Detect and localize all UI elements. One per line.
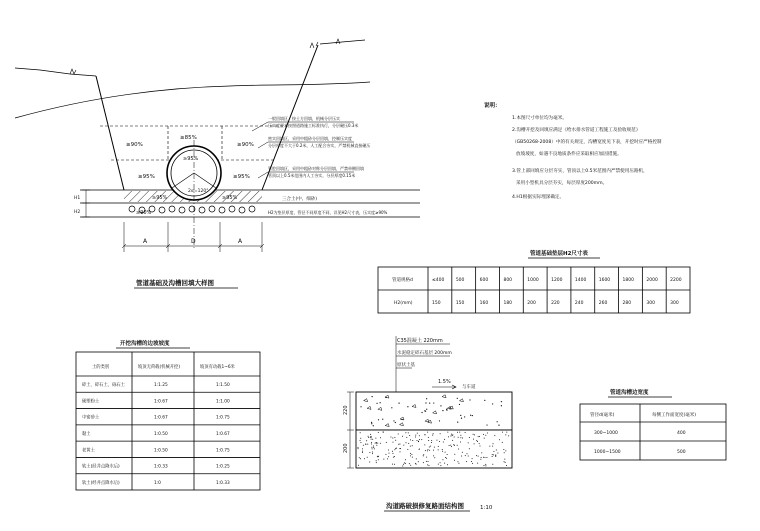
grass-tufts [70,39,340,74]
pavement-scale: 1:10 [480,505,493,511]
pavement-layer-1: C35混凝土 220mm [397,338,443,344]
dim-left-1: H1 [74,196,81,201]
ground-line-right [320,40,365,44]
h2-diameter-cell: 1000 [527,278,539,283]
h2-diameter-cell: 2000 [646,278,658,283]
slope-row-b: 1:0.33 [216,480,230,486]
pavement-dims [347,392,354,468]
slope-row-a: 1:0.50 [154,448,168,454]
width-col-2: 每侧工作面宽度(毫米) [652,413,697,418]
h2-diameter-cell: 1200 [551,278,563,283]
pavement-layer-3: 原状土基 [397,363,415,368]
width-row-2-range: 1000~1500 [594,450,621,455]
notes-line-2: 2.沟槽开挖及回填应满足《给水排水管道工程施工及验收规范》 [512,128,641,133]
zone-haunch-right: ≥95% [222,195,238,201]
foundation-note: H2为垫层厚度，管径不同厚度不同，详见H2尺寸表，压实度≥90% [268,210,388,215]
note-line-6: 管顶以上0.5米范围内人工夯实，分层厚度0.15米 [268,173,356,178]
h2-table-title: 管道基础垫层H2尺寸表 [530,251,588,257]
h2-diameter-cell: 1400 [574,278,587,283]
slope-table-title: 开挖沟槽的边坡坡度 [120,341,170,347]
width-table-title: 管道沟槽边宽度 [610,390,649,396]
slope-row-a: 1:0.33 [154,464,168,470]
pavement-slope: 1.5% [438,379,451,385]
width-col-1: 管径d(毫米) [590,413,615,418]
slope-row-soil: 黏土 [82,432,91,437]
h2-value-cell: 240 [574,301,584,306]
pavement-dim-top: 220 [343,405,349,415]
layer-base [356,430,512,468]
zone-right-side: ≥95% [233,174,250,180]
notes-block [484,101,662,200]
pavement-crown: 与车道 [462,385,476,390]
layer-concrete [356,392,512,430]
notes-line-1: 1.本图尺寸单位均为毫米。 [512,116,567,121]
h2-value-cell: 150 [455,301,465,306]
dims-bottom [122,222,264,252]
zone-bottom: ≥90% [136,210,152,216]
h2-row-2-header: H2(mm) [394,301,413,306]
h2-value-cell: 260 [598,301,608,306]
slope-row-soil: 软土(经井点降水后) [82,464,120,470]
slope-col-3: 坡顶有动载1~6米 [200,365,235,370]
zone-left-side: ≥95% [138,174,155,180]
h2-value-cell: 200 [527,301,536,306]
dim-d: D [191,238,196,245]
slope-row-b: 1:0.25 [216,464,230,470]
slope-row-b: 1:0.75 [216,448,230,454]
width-table [580,388,726,460]
width-row-1-value: 400 [677,431,686,436]
trench-wall-left [96,76,124,190]
h2-value-cell: 220 [551,301,560,306]
pavement-section [343,336,512,511]
slope-row-b: 1:0.67 [216,432,230,437]
h2-diameter-cell: ≤400 [432,278,445,283]
pavement-layer-2: 水泥稳定碎石基层 200mm [397,351,452,356]
dim-left-2: H2 [74,210,81,215]
h2-diameter-cell: 800 [503,278,513,283]
ground-line-left [15,68,96,76]
slope-col-1: 土的类别 [92,365,110,370]
zone-mid-pipe: ≥95% [183,156,199,162]
angle-label: 2α=120° [188,189,209,194]
h2-diameter-cell: 1800 [622,278,634,283]
width-row-1-range: 300~1000 [594,431,618,436]
pavement-dim-bottom: 200 [343,443,349,453]
slope-col-2: 坡顶无荷载(机械开挖) [138,365,181,370]
h2-value-cell: 160 [479,301,489,306]
h2-row-1-header: 管道规格d [392,278,413,283]
slope-row-a: 1:0.67 [154,415,168,421]
slope-row-soil: 老黄土 [82,448,95,454]
note-line-3: 密实回填区，采用中粗砂分层回填，控制压实度 [268,136,352,141]
original-ground-line [15,82,370,118]
note-line-1: 一般回填区，按土方回填，机械分层压实 [268,116,340,121]
dim-a-left: A [143,238,148,245]
notes-line-6: 采用小型机具分层夯实，每层厚度200mm。 [516,181,608,186]
slope-row-soil: 碎土、碎石土、砾石土 [82,383,125,389]
dim-a-right: A [238,238,243,245]
h2-diameter-cell: 600 [479,278,489,283]
zone-left-top: ≥90% [126,142,143,148]
width-row-2-value: 500 [677,450,686,455]
trench-title: 管道基础及沟槽回填大样图 [136,279,214,287]
h2-diameter-cell: 1600 [598,278,611,283]
h2-value-cell: 300 [646,301,655,306]
notes-heading: 说明： [484,103,501,109]
dims-left [82,190,90,217]
slope-table [76,339,260,490]
trench-section [15,39,420,288]
slope-row-b: 1:1.00 [216,399,230,405]
slope-row-b: 1:0.75 [216,415,230,421]
slope-row-soil: 中密砂土 [82,415,100,421]
notes-line-5: 3.管上部回填应分层夯实，管顶以上0.5米范围内严禁使用压路机， [512,169,648,174]
slope-row-a: 1:0 [154,480,161,486]
slope-row-a: 1:0.50 [154,432,168,437]
note-line-4: 分层厚度不大于0.2米，人工配合夯实，严禁机械直接碾压 [268,143,371,148]
zone-mid-top: ≥85% [180,135,197,141]
note-line-2: 压实度要求按照道路施工标准执行，分层碾压0.3米 [268,123,359,128]
zone-haunch-left: ≥95% [152,195,168,201]
h2-diameter-cell: 2200 [670,278,682,283]
notes-line-7: 4.H1根据实际埋深确定。 [512,195,565,200]
pavement-title: 沟道路破损修复路面结构图 [386,502,464,510]
h2-value-cell: 180 [503,301,513,306]
h2-value-cell: 280 [622,301,632,306]
slope-row-soil: 软土(经井点降水后) [82,480,120,486]
bedding-label: 三合土(中、细砂) [282,197,318,202]
h2-diameter-cell: 500 [455,278,465,283]
slope-row-soil: 硬塑粉土 [82,399,100,405]
h2-value-cell: 300 [670,301,679,306]
slope-arrow [432,385,456,389]
slope-row-a: 1:0.67 [154,399,168,405]
notes-line-4: 放坡坡度，如遇不良地质条件应采取相应加固措施。 [516,152,622,157]
slope-row-a: 1:1.25 [154,383,168,389]
slope-row-b: 1:1.50 [216,383,230,389]
zone-right-top: ≥90% [237,142,254,148]
h2-table [378,249,690,313]
notes-line-3: （GB50268-2008）中的有关规定，沟槽宽度见下表，开挖时应严格控制 [512,140,662,145]
h2-value-cell: 150 [432,301,441,306]
note-line-5: 管腔回填区，采用中粗砂对称分层回填，严禁单侧回填 [268,166,364,171]
